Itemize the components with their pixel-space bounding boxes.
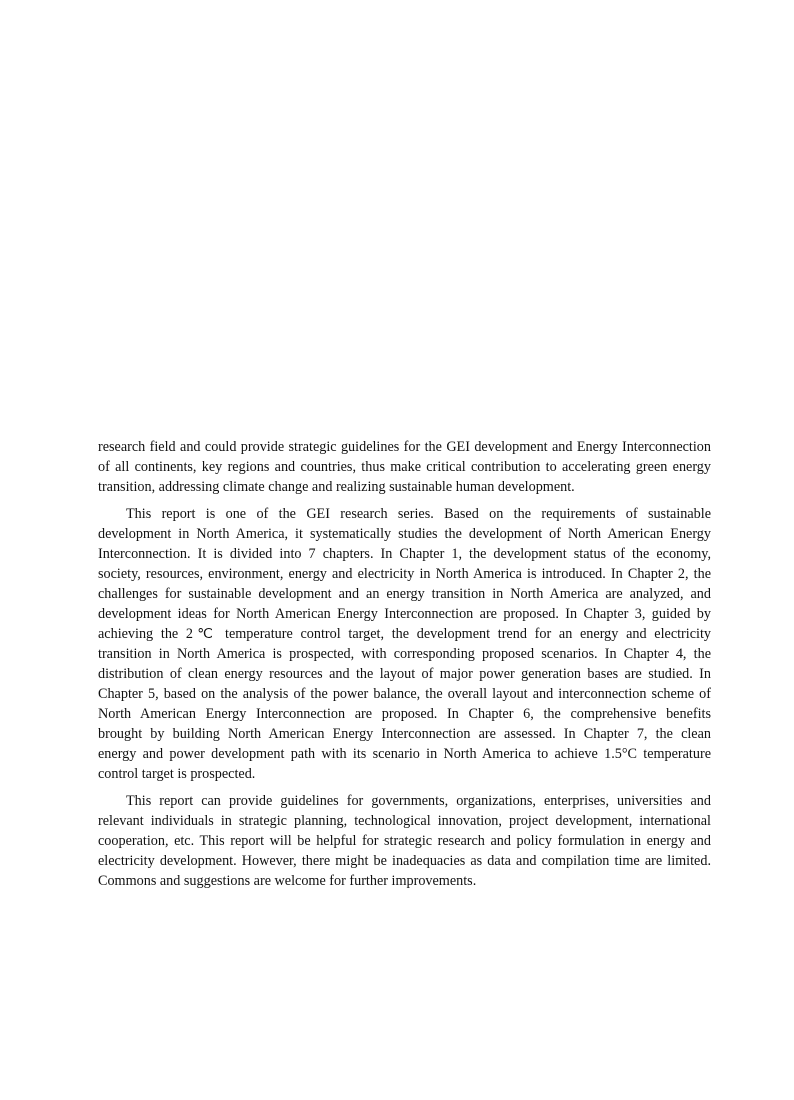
text-line: research field and could provide strategic guidelines for the GEI development and Energy Interconnection: [98, 439, 711, 455]
text-line: achieving the 2℃ temperature control target, the development trend for an energy and electricity: [98, 626, 711, 642]
text-line: energy and power development path with its scenario in North America to achieve 1.5°C temperature: [98, 746, 711, 762]
text-line: distribution of clean energy resources and the layout of major power generation bases are studied. In: [98, 666, 711, 682]
text-line: Chapter 5, based on the analysis of the power balance, the overall layout and interconnection scheme of: [98, 686, 711, 702]
text-line: This report can provide guidelines for governments, organizations, enterprises, universities and: [126, 793, 711, 809]
text-line: relevant individuals in strategic planning, technological innovation, project development, international: [98, 813, 711, 829]
text-line: electricity development. However, there might be inadequacies as data and compilation time are limited.: [98, 853, 711, 869]
text-line: Commons and suggestions are welcome for further improvements.: [98, 873, 477, 889]
text-line: Interconnection. It is divided into 7 chapters. In Chapter 1, the development status of the economy,: [98, 546, 711, 562]
text-line: society, resources, environment, energy and electricity in North America is introduced. In Chapter 2, the: [98, 566, 711, 582]
paragraph: [98, 504, 711, 784]
paragraph: [98, 791, 711, 891]
text-line: cooperation, etc. This report will be helpful for strategic research and policy formulation in energy and: [98, 833, 711, 849]
paragraph: [98, 437, 711, 497]
document-body: [98, 437, 711, 898]
text-line: North American Energy Interconnection are proposed. In Chapter 6, the comprehensive benefits: [98, 706, 711, 722]
text-line: of all continents, key regions and countries, thus make critical contribution to accelerating green energy: [98, 459, 711, 475]
text-line: transition in North America is prospected, with corresponding proposed scenarios. In Chapter 4, the: [98, 646, 711, 662]
text-line: control target is prospected.: [98, 766, 256, 782]
text-line: development ideas for North American Energy Interconnection are proposed. In Chapter 3, guided by: [98, 606, 711, 622]
text-line: brought by building North American Energy Interconnection are assessed. In Chapter 7, the clean: [98, 726, 711, 742]
text-line: This report is one of the GEI research series. Based on the requirements of sustainable: [126, 506, 711, 522]
text-line: challenges for sustainable development and an energy transition in North America are analyzed, and: [98, 586, 711, 602]
text-line: transition, addressing climate change and realizing sustainable human development.: [98, 479, 575, 495]
text-line: development in North America, it systematically studies the development of North American Energy: [98, 526, 711, 542]
